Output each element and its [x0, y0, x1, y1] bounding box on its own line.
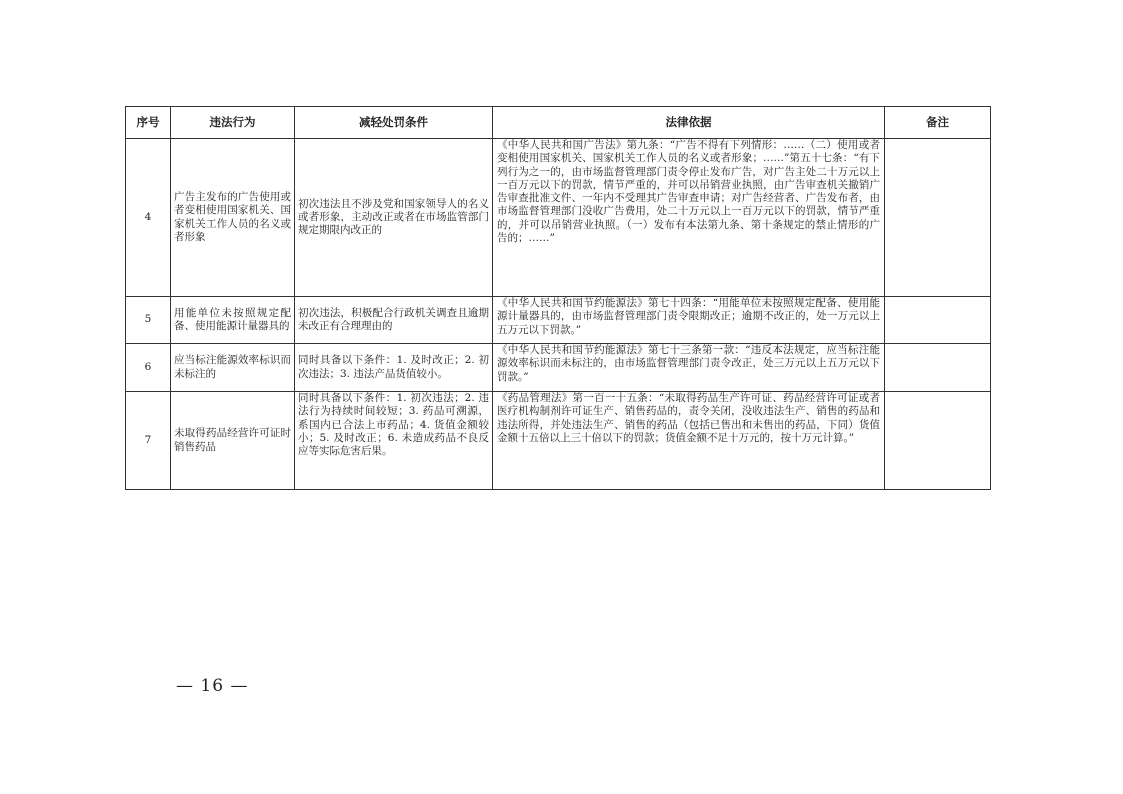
row-remark	[885, 297, 991, 344]
table-row	[126, 392, 991, 490]
row-legal-basis: 《药品管理法》第一百一十五条：“未取得药品生产许可证、药品经营许可证或者医疗机构制剂许可证生产、销售药品的，责令关闭，没收违法生产、销售的药品和违法所得，并处违法生产、销售的药品（包括已售出和未售出的药品，下同）货值金额十五倍以上三十倍以下的罚款；货值金额不足十万元的，按十万元计算。”	[493, 392, 885, 490]
row-violation: 广告主发布的广告使用或者变相使用国家机关、国家机关工作人员的名义或者形象	[171, 139, 295, 297]
row-legal-basis: 《中华人民共和国广告法》第九条：“广告不得有下列情形：……（二）使用或者变相使用国家机关、国家机关工作人员的名义或者形象；……”第五十七条：“有下列行为之一的，由市场监督管理部门责令停止发布广告，对广告主处二十万元以上一百万元以下的罚款，情节严重的，并可以吊销营业执照，由广告审查机关撤销广告审查批准文件、一年内不受理其广告审查申请；对广告经营者、广告发布者，由市场监督管理部门没收广告费用，处二十万元以上一百万元以下的罚款，情节严重的，并可以吊销营业执照。（一）发布有本法第九条、第十条规定的禁止情形的广告的；……”	[493, 139, 885, 297]
header-mitigation-condition: 减轻处罚条件	[295, 107, 493, 139]
table-header-row	[126, 107, 991, 139]
header-serial: 序号	[126, 107, 171, 139]
row-remark	[885, 139, 991, 297]
header-legal-basis: 法律依据	[493, 107, 885, 139]
row-remark	[885, 344, 991, 392]
row-serial: 5	[126, 297, 171, 344]
row-condition: 初次违法，积极配合行政机关调查且逾期未改正有合理理由的	[295, 297, 493, 344]
header-remark: 备注	[885, 107, 991, 139]
row-legal-basis: 《中华人民共和国节约能源法》第七十四条：“用能单位未按照规定配备、使用能源计量器具的，由市场监督管理部门责令限期改正；逾期不改正的，处一万元以上五万元以下罚款。”	[493, 297, 885, 344]
row-remark	[885, 392, 991, 490]
row-condition: 同时具备以下条件：1. 初次违法；2. 违法行为持续时间较短；3. 药品可溯源，系国内已合法上市药品；4. 货值金额较小；5. 及时改正；6. 未造成药品不良反应等实际危害后果。	[295, 392, 493, 490]
table-row	[126, 139, 991, 297]
row-serial: 7	[126, 392, 171, 490]
row-legal-basis: 《中华人民共和国节约能源法》第七十三条第一款：“违反本法规定，应当标注能源效率标识而未标注的，由市场监督管理部门责令改正，处三万元以上五万元以下罚款。”	[493, 344, 885, 392]
row-condition: 初次违法且不涉及党和国家领导人的名义或者形象，主动改正或者在市场监管部门规定期限内改正的	[295, 139, 493, 297]
row-serial: 6	[126, 344, 171, 392]
row-violation: 未取得药品经营许可证时销售药品	[171, 392, 295, 490]
row-serial: 4	[126, 139, 171, 297]
row-violation: 应当标注能源效率标识而未标注的	[171, 344, 295, 392]
penalty-table	[125, 106, 991, 490]
row-violation: 用能单位未按照规定配备、使用能源计量器具的	[171, 297, 295, 344]
page-number: — 16 —	[176, 676, 249, 696]
table-row	[126, 297, 991, 344]
header-violation: 违法行为	[171, 107, 295, 139]
row-condition: 同时具备以下条件：1. 及时改正；2. 初次违法；3. 违法产品货值较小。	[295, 344, 493, 392]
table-row	[126, 344, 991, 392]
